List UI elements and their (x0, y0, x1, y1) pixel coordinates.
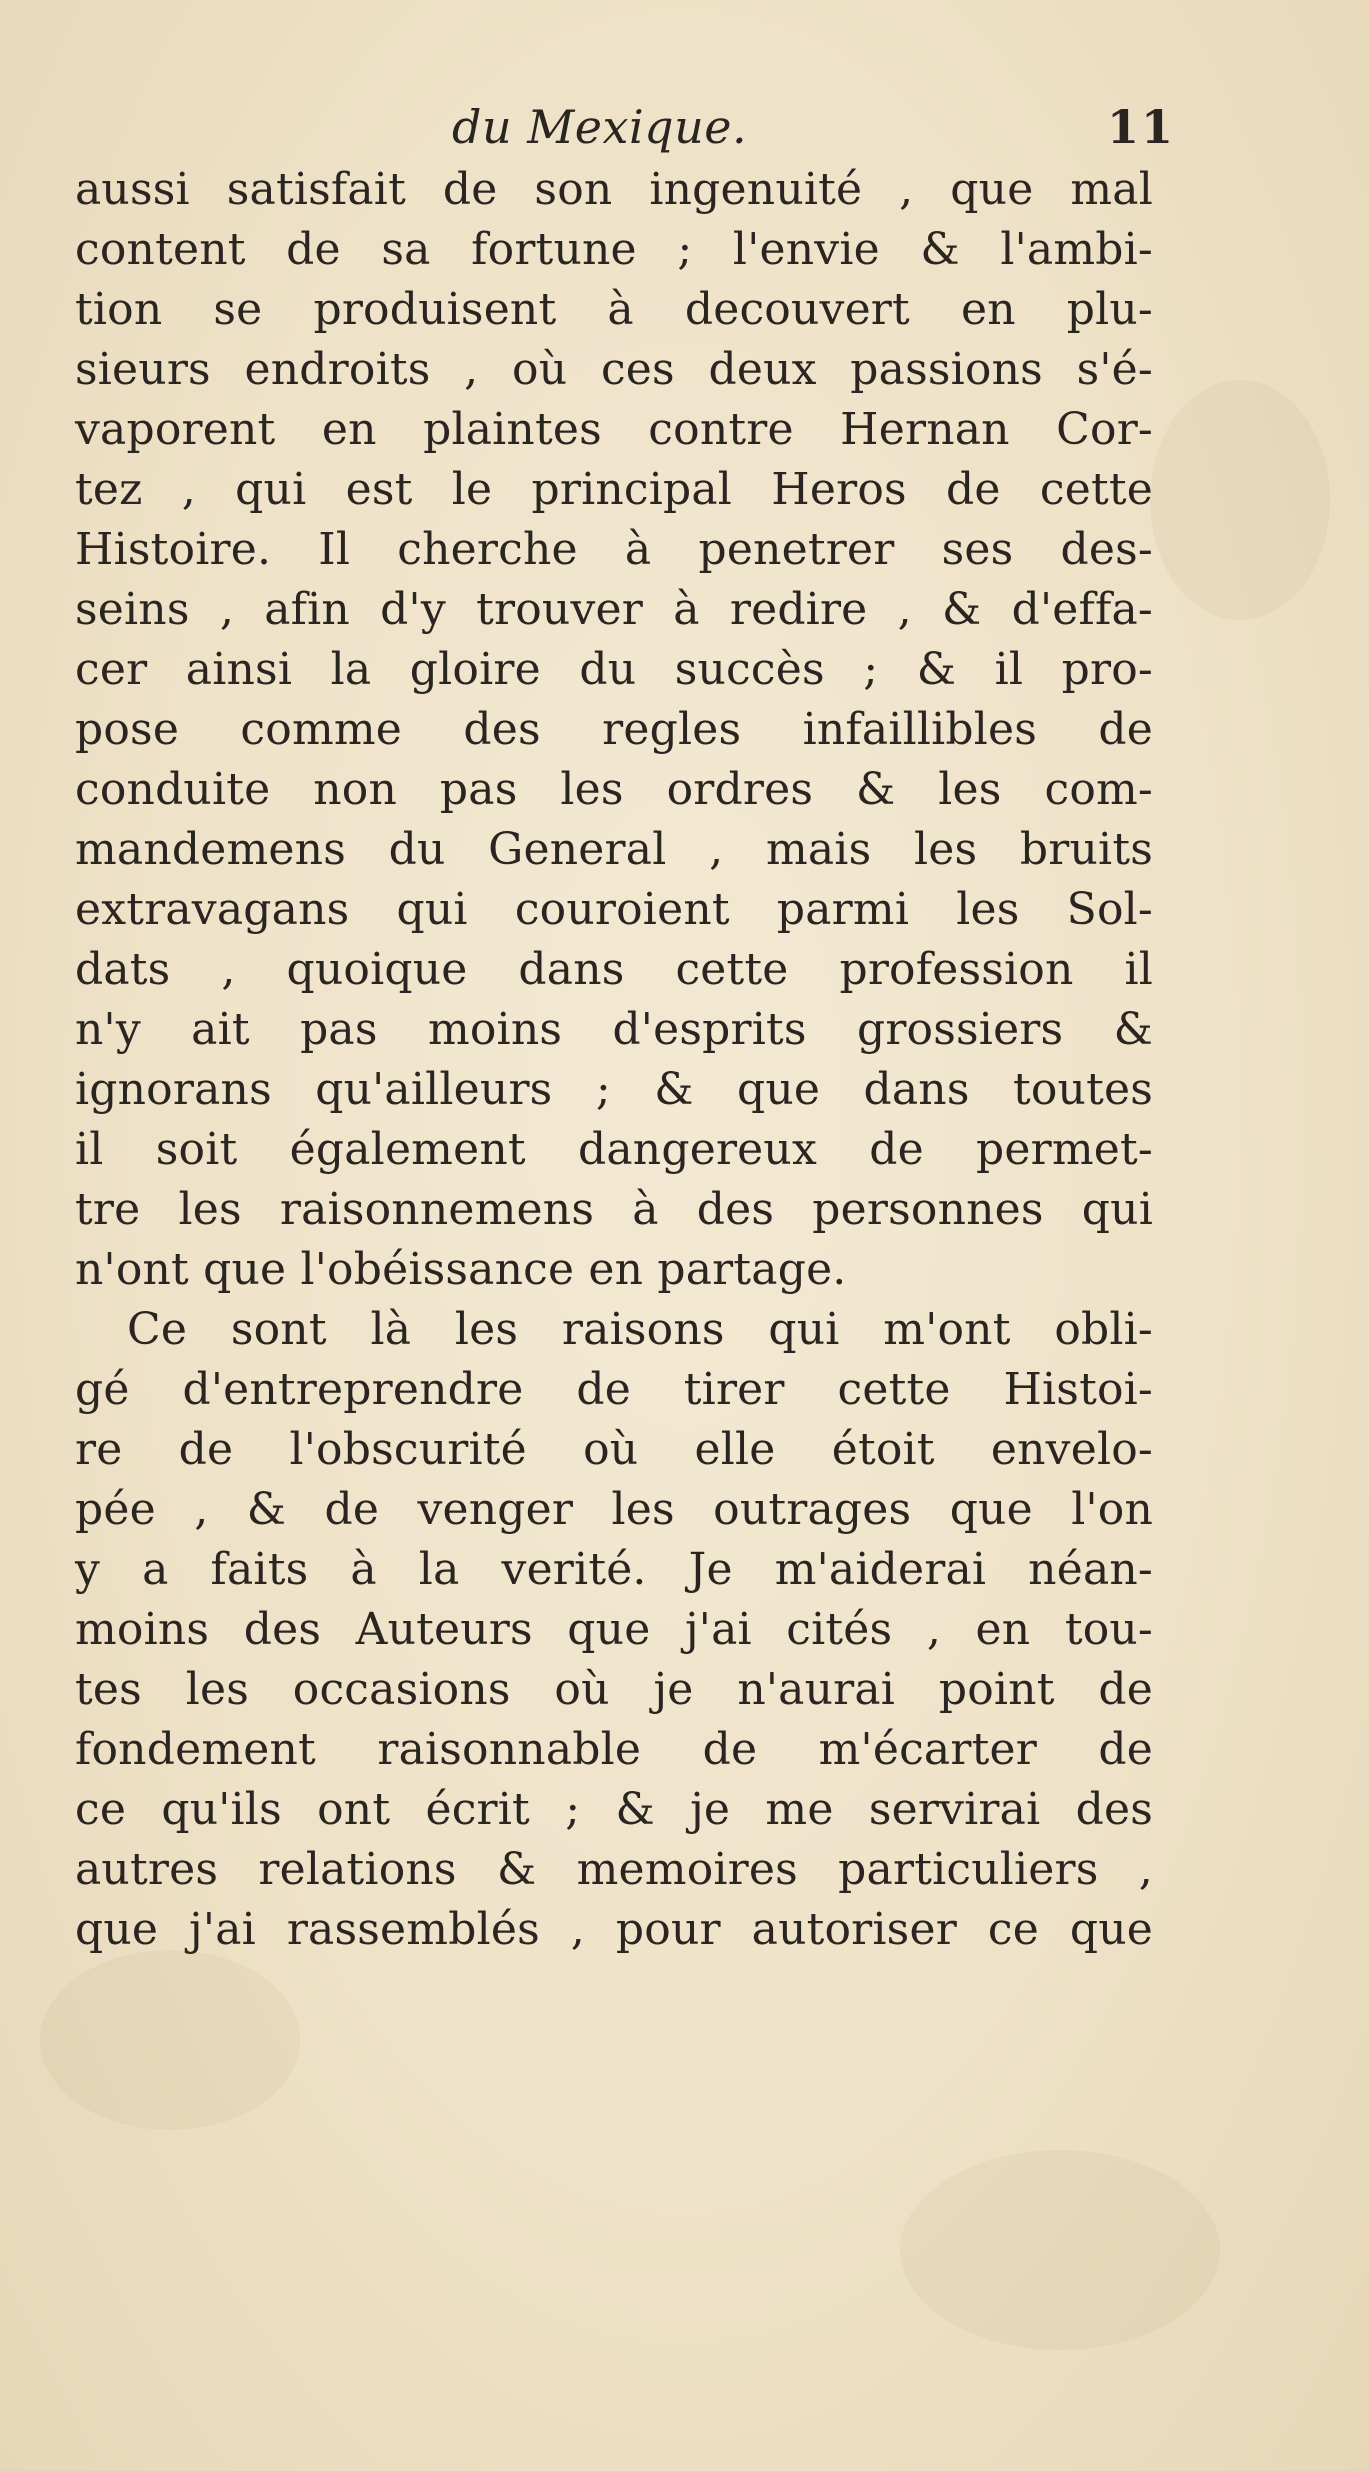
text-line: extravagans qui couroient parmi les Sol- (75, 884, 1153, 935)
text-line: conduite non pas les ordres & les com- (75, 764, 1153, 815)
paper-stain (40, 1950, 300, 2130)
text-line: aussi satisfait de son ingenuité , que mal (75, 164, 1153, 215)
text-line: tion se produisent à decouvert en plu- (75, 284, 1153, 335)
text-line: seins , afin d'y trouver à redire , & d'effa- (75, 584, 1153, 635)
text-line: que j'ai rassemblés , pour autoriser ce que (75, 1904, 1153, 1955)
text-line: dats , quoique dans cette profession il (75, 944, 1153, 995)
text-line: Histoire. Il cherche à penetrer ses des- (75, 524, 1153, 575)
text-line: pose comme des regles infaillibles de (75, 704, 1153, 755)
text-line: ce qu'ils ont écrit ; & je me servirai des (75, 1784, 1153, 1835)
text-line: tes les occasions où je n'aurai point de (75, 1664, 1153, 1715)
text-line: moins des Auteurs que j'ai cités , en tou- (75, 1604, 1153, 1655)
text-line: pée , & de venger les outrages que l'on (75, 1484, 1153, 1535)
text-line: Ce sont là les raisons qui m'ont obli- (127, 1304, 1153, 1355)
body-text (75, 160, 1153, 1960)
page-number: 11 (1106, 100, 1175, 154)
running-title: du Mexique. (452, 100, 748, 154)
text-line: tre les raisonnemens à des personnes qui (75, 1184, 1153, 1235)
text-line: tez , qui est le principal Heros de cette (75, 464, 1153, 515)
text-line: fondement raisonnable de m'écarter de (75, 1724, 1153, 1775)
text-line: n'y ait pas moins d'esprits grossiers & (75, 1004, 1153, 1055)
text-line: il soit également dangereux de permet- (75, 1124, 1153, 1175)
paper-stain (900, 2150, 1220, 2350)
text-line: y a faits à la verité. Je m'aiderai néan- (75, 1544, 1153, 1595)
text-line: mandemens du General , mais les bruits (75, 824, 1153, 875)
paper-stain (1150, 380, 1330, 620)
page-header (75, 100, 1175, 160)
text-line: content de sa fortune ; l'envie & l'ambi- (75, 224, 1153, 275)
text-line: re de l'obscurité où elle étoit envelo- (75, 1424, 1153, 1475)
text-line: n'ont que l'obéissance en partage. (75, 1244, 847, 1295)
text-line: vaporent en plaintes contre Hernan Cor- (75, 404, 1153, 455)
text-line: cer ainsi la gloire du succès ; & il pro- (75, 644, 1153, 695)
text-line: sieurs endroits , où ces deux passions s'é- (75, 344, 1153, 395)
text-line: ignorans qu'ailleurs ; & que dans toutes (75, 1064, 1153, 1115)
text-line: autres relations & memoires particuliers , (75, 1844, 1153, 1895)
text-line: gé d'entreprendre de tirer cette Histoi- (75, 1364, 1153, 1415)
